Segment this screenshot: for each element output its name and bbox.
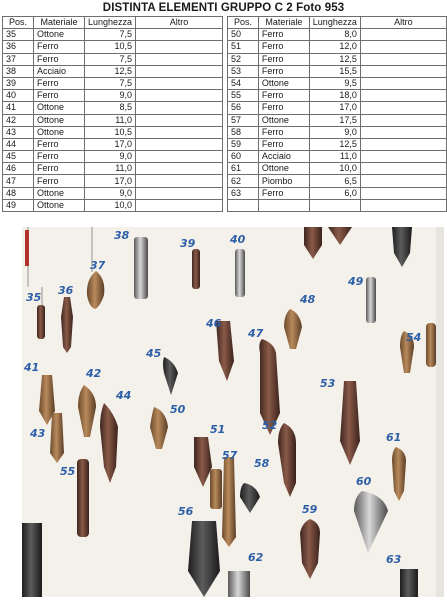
cell-materiale: Ottone <box>34 126 85 138</box>
cell-altro <box>360 114 446 126</box>
cell-altro <box>360 77 446 89</box>
table-row <box>3 199 223 211</box>
cell-materiale: Ottone <box>258 163 309 175</box>
cell-altro <box>360 138 446 150</box>
cell-lunghezza: 9,0 <box>309 126 360 138</box>
cell-lunghezza: 11,0 <box>85 163 136 175</box>
cell-materiale: Piombo <box>258 175 309 187</box>
svg-text:56: 56 <box>178 505 194 518</box>
cell-lunghezza: 6,5 <box>309 175 360 187</box>
cell-pos: 45 <box>3 151 34 163</box>
cell-pos: 43 <box>3 126 34 138</box>
table-row <box>228 77 447 89</box>
cell-materiale: Ferro <box>258 41 309 53</box>
svg-text:57: 57 <box>222 449 238 462</box>
cell-pos: 39 <box>3 77 34 89</box>
plumb-bob-items <box>22 227 444 597</box>
header-lunghezza: Lunghezza <box>309 17 360 29</box>
cell-materiale: Ferro <box>258 53 309 65</box>
table-row <box>228 175 447 187</box>
svg-text:45: 45 <box>146 347 162 360</box>
table-row <box>228 163 447 175</box>
cell-pos: 55 <box>228 90 259 102</box>
table-row <box>3 41 223 53</box>
cell-materiale: Ferro <box>258 126 309 138</box>
header-pos: Pos. <box>228 17 259 29</box>
svg-text:46: 46 <box>206 317 222 330</box>
cell-empty <box>258 199 309 211</box>
cell-materiale: Ottone <box>34 199 85 211</box>
svg-text:42: 42 <box>86 367 102 380</box>
cell-materiale: Ferro <box>258 187 309 199</box>
cell-lunghezza: 11,0 <box>85 114 136 126</box>
table-row <box>228 29 447 41</box>
svg-text:53: 53 <box>320 377 336 390</box>
table-row-empty <box>228 199 447 211</box>
elements-table-left <box>2 16 223 212</box>
header-altro: Altro <box>360 17 446 29</box>
table-row <box>3 126 223 138</box>
cell-materiale: Ferro <box>258 29 309 41</box>
table-row <box>228 90 447 102</box>
table-row <box>228 151 447 163</box>
cell-materiale: Acciaio <box>258 151 309 163</box>
svg-text:54: 54 <box>406 331 422 344</box>
table-row <box>228 53 447 65</box>
cell-lunghezza: 7,5 <box>85 77 136 89</box>
cell-materiale: Ferro <box>34 41 85 53</box>
cell-altro <box>136 53 223 65</box>
table-row <box>3 65 223 77</box>
svg-text:41: 41 <box>24 361 40 374</box>
svg-text:63: 63 <box>386 553 402 566</box>
cell-lunghezza: 17,5 <box>309 114 360 126</box>
table-row <box>228 187 447 199</box>
table-row <box>3 29 223 41</box>
header-lunghezza: Lunghezza <box>85 17 136 29</box>
header-materiale: Materiale <box>258 17 309 29</box>
cell-materiale: Ottone <box>34 102 85 114</box>
cell-altro <box>136 41 223 53</box>
cell-pos: 62 <box>228 175 259 187</box>
cell-lunghezza: 6,0 <box>309 187 360 199</box>
cell-lunghezza: 9,0 <box>85 90 136 102</box>
cell-pos: 44 <box>3 138 34 150</box>
svg-text:52: 52 <box>262 419 278 432</box>
cell-altro <box>360 53 446 65</box>
cell-materiale: Ottone <box>34 114 85 126</box>
cell-lunghezza: 11,0 <box>309 151 360 163</box>
cell-pos: 42 <box>3 114 34 126</box>
cell-altro <box>136 175 223 187</box>
table-row <box>3 163 223 175</box>
cell-pos: 56 <box>228 102 259 114</box>
cell-pos: 49 <box>3 199 34 211</box>
document-title: DISTINTA ELEMENTI GRUPPO C 2 Foto 953 <box>102 2 345 14</box>
cell-materiale: Ferro <box>258 90 309 102</box>
cell-pos: 52 <box>228 53 259 65</box>
cell-lunghezza: 9,5 <box>309 77 360 89</box>
cell-materiale: Ferro <box>34 163 85 175</box>
table-row <box>228 102 447 114</box>
table-row <box>3 187 223 199</box>
cell-materiale: Ferro <box>34 77 85 89</box>
cell-empty <box>309 199 360 211</box>
cell-lunghezza: 10,5 <box>85 41 136 53</box>
cell-altro <box>136 187 223 199</box>
elements-table-right <box>227 16 447 212</box>
cell-materiale: Ottone <box>258 77 309 89</box>
cell-materiale: Ferro <box>34 90 85 102</box>
cell-lunghezza: 7,5 <box>85 53 136 65</box>
cell-altro <box>136 90 223 102</box>
svg-text:38: 38 <box>114 229 130 242</box>
cell-pos: 46 <box>3 163 34 175</box>
table-row <box>3 175 223 187</box>
cell-altro <box>136 102 223 114</box>
svg-text:35: 35 <box>26 291 42 304</box>
cell-pos: 57 <box>228 114 259 126</box>
svg-text:47: 47 <box>248 327 264 340</box>
svg-text:58: 58 <box>254 457 270 470</box>
cell-pos: 38 <box>3 65 34 77</box>
cell-lunghezza: 12,5 <box>309 138 360 150</box>
cell-altro <box>136 65 223 77</box>
cell-pos: 48 <box>3 187 34 199</box>
table-row <box>228 41 447 53</box>
svg-text:61: 61 <box>386 431 402 444</box>
cell-lunghezza: 18,0 <box>309 90 360 102</box>
cell-materiale: Ferro <box>34 138 85 150</box>
table-header-row <box>3 17 223 29</box>
cell-lunghezza: 10,5 <box>85 126 136 138</box>
table-row <box>3 102 223 114</box>
cell-lunghezza: 12,5 <box>309 53 360 65</box>
cell-lunghezza: 10,0 <box>309 163 360 175</box>
cell-altro <box>136 163 223 175</box>
table-row <box>228 126 447 138</box>
cell-lunghezza: 17,0 <box>309 102 360 114</box>
cell-lunghezza: 17,0 <box>85 175 136 187</box>
cell-pos: 60 <box>228 151 259 163</box>
cell-altro <box>136 151 223 163</box>
svg-text:44: 44 <box>116 389 132 402</box>
cell-altro <box>136 199 223 211</box>
cell-altro <box>136 77 223 89</box>
svg-text:49: 49 <box>348 275 364 288</box>
table-header-row <box>228 17 447 29</box>
cell-materiale: Ferro <box>34 151 85 163</box>
cell-materiale: Ferro <box>34 53 85 65</box>
header-pos: Pos. <box>3 17 34 29</box>
cell-pos: 54 <box>228 77 259 89</box>
cell-lunghezza: 10,0 <box>85 199 136 211</box>
svg-text:60: 60 <box>356 475 372 488</box>
table-row <box>228 65 447 77</box>
cell-pos: 59 <box>228 138 259 150</box>
cell-pos: 41 <box>3 102 34 114</box>
cell-lunghezza: 17,0 <box>85 138 136 150</box>
plumb-bobs-photo <box>22 227 444 597</box>
cell-pos: 58 <box>228 126 259 138</box>
cell-pos: 47 <box>3 175 34 187</box>
cell-empty <box>228 199 259 211</box>
cell-altro <box>360 187 446 199</box>
cell-altro <box>136 138 223 150</box>
cell-materiale: Ferro <box>258 102 309 114</box>
table-row <box>3 53 223 65</box>
cell-materiale: Ottone <box>258 114 309 126</box>
cell-materiale: Ferro <box>258 65 309 77</box>
header-materiale: Materiale <box>34 17 85 29</box>
cell-altro <box>360 151 446 163</box>
table-row <box>3 90 223 102</box>
header-altro: Altro <box>136 17 223 29</box>
cell-materiale: Ottone <box>34 29 85 41</box>
cell-altro <box>360 163 446 175</box>
svg-text:43: 43 <box>30 427 46 440</box>
cell-materiale: Ferro <box>34 175 85 187</box>
svg-text:59: 59 <box>302 503 318 516</box>
svg-text:55: 55 <box>60 465 76 478</box>
cell-altro <box>360 29 446 41</box>
cell-altro <box>360 90 446 102</box>
svg-text:62: 62 <box>248 551 264 564</box>
cell-lunghezza: 12,0 <box>309 41 360 53</box>
svg-text:39: 39 <box>180 237 196 250</box>
cell-materiale: Acciaio <box>34 65 85 77</box>
cell-lunghezza: 15,5 <box>309 65 360 77</box>
cell-altro <box>360 126 446 138</box>
svg-text:50: 50 <box>170 403 186 416</box>
table-row <box>3 151 223 163</box>
cell-pos: 37 <box>3 53 34 65</box>
cell-empty <box>360 199 446 211</box>
photo-drawing <box>22 227 444 597</box>
cell-pos: 36 <box>3 41 34 53</box>
cell-altro <box>360 102 446 114</box>
cell-materiale: Ferro <box>258 138 309 150</box>
cell-lunghezza: 7,5 <box>85 29 136 41</box>
cell-pos: 40 <box>3 90 34 102</box>
cell-lunghezza: 12,5 <box>85 65 136 77</box>
cell-pos: 63 <box>228 187 259 199</box>
svg-text:37: 37 <box>90 259 106 272</box>
cell-altro <box>136 29 223 41</box>
cell-lunghezza: 8,0 <box>309 29 360 41</box>
svg-text:40: 40 <box>230 233 246 246</box>
table-row <box>3 138 223 150</box>
svg-text:36: 36 <box>58 284 74 297</box>
cell-altro <box>360 41 446 53</box>
cell-lunghezza: 9,0 <box>85 187 136 199</box>
table-row <box>3 114 223 126</box>
table-row <box>228 114 447 126</box>
cell-materiale: Ottone <box>34 187 85 199</box>
cell-lunghezza: 9,0 <box>85 151 136 163</box>
cell-altro <box>360 65 446 77</box>
cell-pos: 35 <box>3 29 34 41</box>
cell-pos: 51 <box>228 41 259 53</box>
cell-lunghezza: 8,5 <box>85 102 136 114</box>
cell-altro <box>136 114 223 126</box>
cell-pos: 50 <box>228 29 259 41</box>
cell-pos: 61 <box>228 163 259 175</box>
cell-altro <box>136 126 223 138</box>
table-row <box>3 77 223 89</box>
svg-text:51: 51 <box>210 423 226 436</box>
cell-altro <box>360 175 446 187</box>
cell-pos: 53 <box>228 65 259 77</box>
svg-text:48: 48 <box>300 293 316 306</box>
table-row <box>228 138 447 150</box>
